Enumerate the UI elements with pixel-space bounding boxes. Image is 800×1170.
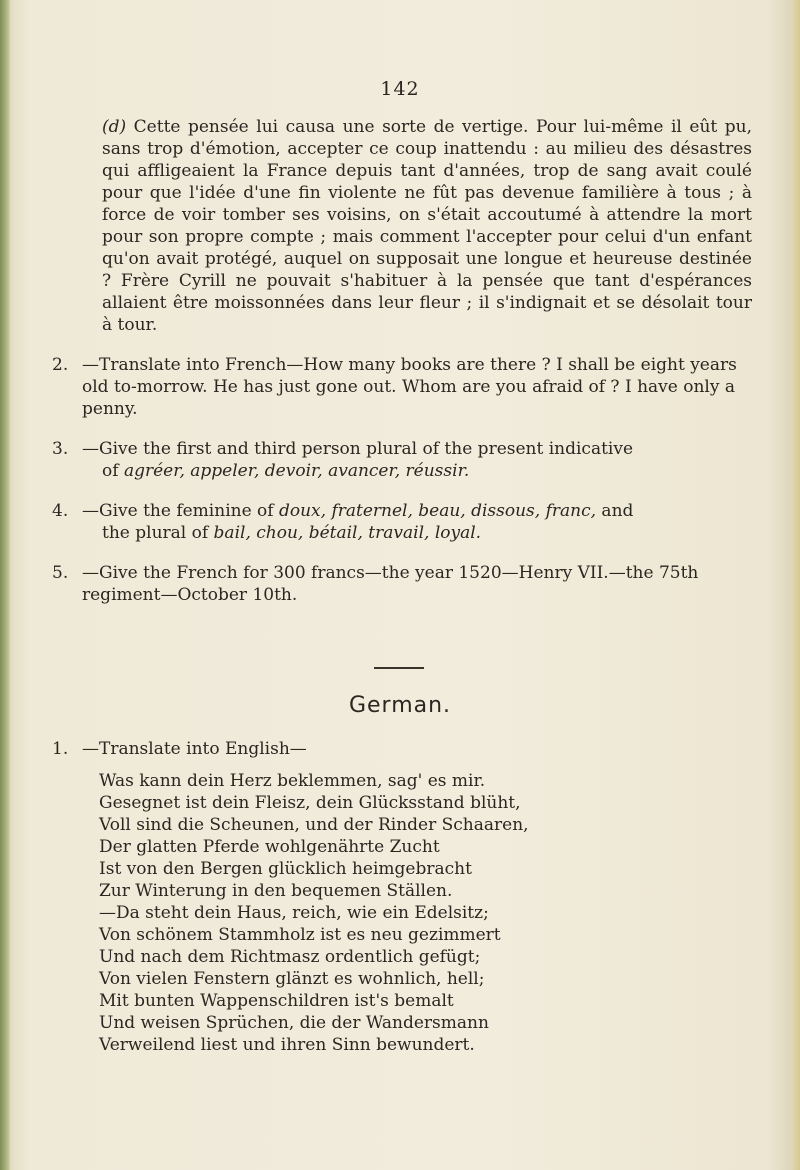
question-line2: the plural of bbox=[102, 523, 214, 543]
section-heading-german: German. bbox=[348, 693, 452, 718]
adjective-list: doux, fraternel, beau, dissous, franc, bbox=[278, 501, 597, 521]
poem-line: —Da steht dein Haus, reich, wie ein Edelsitz; bbox=[99, 903, 489, 923]
german-section bbox=[52, 738, 752, 1056]
question-mid: and bbox=[596, 501, 634, 521]
section-divider bbox=[374, 667, 424, 669]
french-section bbox=[52, 116, 752, 606]
question-number: 3. bbox=[52, 439, 69, 459]
poem-line: Der glatten Pferde wohlgenährte Zucht bbox=[99, 837, 440, 857]
poem-line: Ist von den Bergen glücklich heimgebracht bbox=[99, 859, 472, 879]
question-number: 4. bbox=[52, 501, 69, 521]
french-passage bbox=[52, 116, 752, 336]
question-5 bbox=[52, 562, 752, 606]
poem-line: Gesegnet ist dein Fleisz, dein Glücksstand blüht, bbox=[99, 793, 521, 813]
question-text: —Give the French for 300 francs—the year 1520—Henry VII.—the 75th regiment—October 10th. bbox=[82, 563, 699, 605]
question-text bbox=[82, 500, 752, 544]
question-text: —Translate into English— bbox=[82, 739, 307, 759]
question-number: 2. bbox=[52, 355, 69, 375]
german-poem bbox=[52, 770, 752, 1056]
question-4 bbox=[52, 500, 752, 544]
poem-line: Von vielen Fenstern glänzt es wohnlich, hell; bbox=[99, 969, 485, 989]
poem-line: Und weisen Sprüchen, die der Wandersmann bbox=[99, 1013, 489, 1033]
verb-list: agréer, appeler, devoir, avancer, réussir. bbox=[123, 461, 470, 481]
question-3 bbox=[52, 438, 752, 482]
question-number: 1. bbox=[52, 739, 69, 759]
poem-line: Was kann dein Herz beklemmen, sag' es mir. bbox=[99, 771, 486, 791]
question-number: 5. bbox=[52, 563, 69, 583]
question-2 bbox=[52, 354, 752, 420]
passage-text: Cette pensée lui causa une sorte de vertige. Pour lui-même il eût pu, sans trop d'émotion, accepter ce coup inattendu : au milieu des désastres qui affligeaient la France depuis tant d'années, trop de sang avait coulé pour que l'idée d'une fin violente ne fût pas devenue familière à tous ; à force de voir tomber ses voisins, on s'était accoutumé à attendre la mort pour son propre compte ; mais comment l'accepter pour celui d'un enfant qu'on avait protégé, auquel on supposait une longue et heureuse destinée ? Frère Cyrill ne pouvait s'habituer à la pensée que tant d'espérances allaient être moissonnées dans leur fleur ; il s'indignait et se désolait tour à tour. bbox=[102, 117, 752, 335]
poem-line: Voll sind die Scheunen, und der Rinder Schaaren, bbox=[99, 815, 529, 835]
question-text bbox=[82, 438, 752, 482]
german-question-1 bbox=[52, 738, 752, 760]
question-lead: —Give the first and third person plural of the present indicative bbox=[82, 439, 634, 459]
noun-list: bail, chou, bétail, travail, loyal. bbox=[213, 523, 482, 543]
passage-label: (d) bbox=[102, 117, 127, 137]
binding-edge bbox=[0, 0, 10, 1170]
question-of: of bbox=[102, 461, 124, 481]
poem-line: Von schönem Stammholz ist es neu gezimmert bbox=[99, 925, 501, 945]
poem-line: Verweilend liest und ihren Sinn bewundert. bbox=[99, 1035, 475, 1055]
question-text: —Translate into French—How many books are there ? I shall be eight years old to-morrow. He has just gone out. Whom are you afraid of ? I have only a penny. bbox=[82, 355, 737, 419]
poem-line: Und nach dem Richtmasz ordentlich gefügt; bbox=[99, 947, 481, 967]
question-lead: —Give the feminine of bbox=[82, 501, 279, 521]
page-number: 142 bbox=[380, 78, 420, 100]
poem-line: Zur Winterung in den bequemen Ställen. bbox=[99, 881, 453, 901]
page-edge bbox=[790, 0, 800, 1170]
poem-line: Mit bunten Wappenschildren ist's bemalt bbox=[99, 991, 454, 1011]
